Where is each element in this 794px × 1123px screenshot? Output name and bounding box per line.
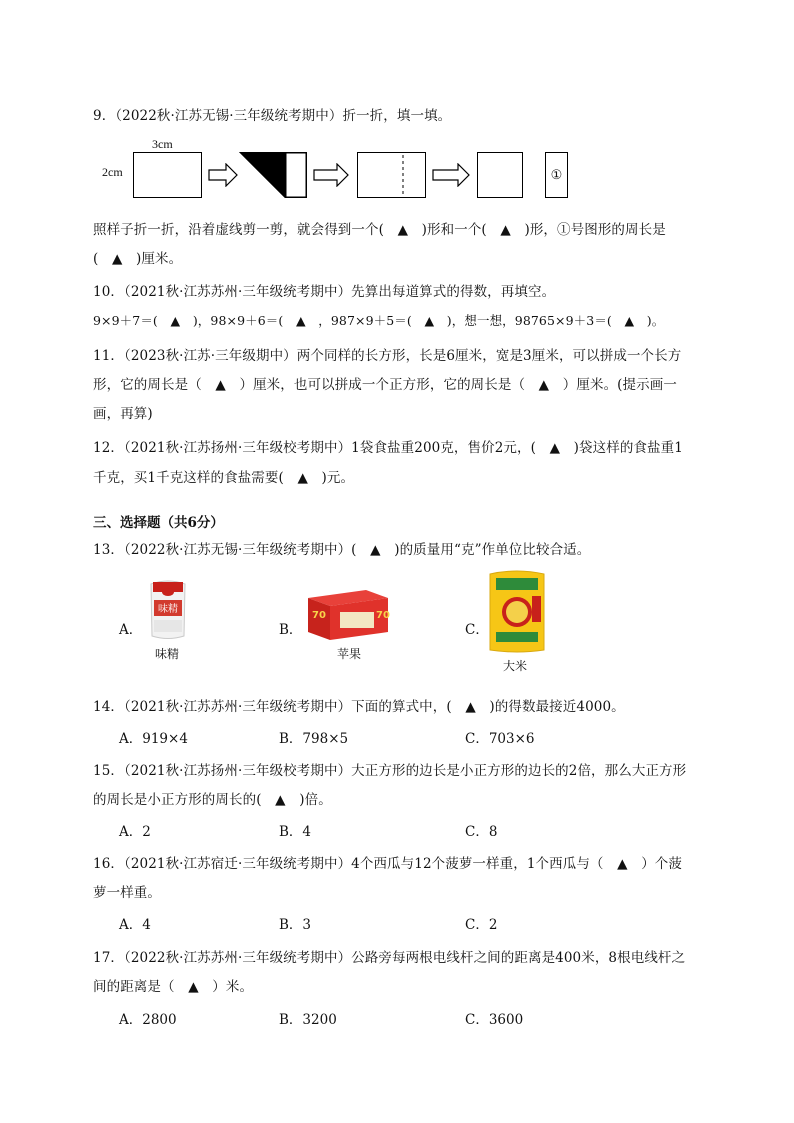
q14-stem: 14．（2021秋·江苏苏州·三年级统考期中）下面的算式中，( ▲ )的得数最接近4000。 <box>93 699 625 715</box>
q14-option-a: A．919×4 <box>119 731 188 747</box>
q17-text-line2: 间的距离是（ ▲ ）米。 <box>93 979 254 995</box>
q15-option-a: A．2 <box>119 824 151 840</box>
arrow-right-icon <box>432 163 470 187</box>
q17-option-c: C．3600 <box>465 1012 524 1028</box>
height-label: 2cm <box>102 165 123 179</box>
section-heading: 三、选择题（共6分） <box>93 515 224 531</box>
square-piece <box>477 152 523 198</box>
q9-stem: 9．（2022秋·江苏无锡·三年级统考期中）折一折，填一填。 <box>93 108 452 124</box>
original-rectangle <box>133 152 202 198</box>
q13-caption-apple: 苹果 <box>337 647 362 661</box>
q17-text-line1: 17．（2022秋·江苏苏州·三年级统考期中）公路旁每两根电线杆之间的距离是400米，8根电线杆之 <box>93 950 686 966</box>
q16-text-line2: 萝一样重。 <box>93 885 161 901</box>
arrow-right-icon <box>313 163 349 187</box>
q16-option-c: C．2 <box>465 917 498 933</box>
arrow-right-icon <box>208 163 238 187</box>
q13-option-c-letter: C． <box>465 622 489 638</box>
q13-caption-rice: 大米 <box>503 659 528 673</box>
msg-bag-image <box>147 578 189 642</box>
circle-number-label: ① <box>550 167 563 183</box>
q13-option-a-letter: A． <box>119 622 143 638</box>
q14-option-c: C．703×6 <box>465 731 535 747</box>
q15-option-c: C．8 <box>465 824 498 840</box>
q11-text-line2: 形，它的周长是（ ▲ ）厘米，也可以拼成一个正方形，它的周长是（ ▲ ）厘米。(提示画一 <box>93 377 677 393</box>
strip-piece <box>545 152 568 198</box>
apple-box-left-text: 70 <box>312 610 326 621</box>
q15-text-line1: 15．（2021秋·江苏扬州·三年级校考期中）大正方形的边长是小正方形的边长的2倍，那么大正方形 <box>93 763 687 779</box>
q16-option-a: A．4 <box>119 917 151 933</box>
q10-text-line1: 9×9＋7＝( ▲ )，98×9＋6＝( ▲ ，987×9＋5＝( ▲ )，想一想，98765×9＋3＝( ▲ )。 <box>93 313 665 328</box>
q15-option-b: B．4 <box>279 824 312 840</box>
q9-text-line2: ( ▲ )厘米。 <box>93 251 183 267</box>
q13-stem: 13．（2022秋·江苏无锡·三年级统考期中）( ▲ )的质量用“克”作单位比较合适。 <box>93 542 591 558</box>
dashed-cut-line <box>357 152 426 198</box>
q9-text-line1: 照样子折一折，沿着虚线剪一剪，就会得到一个( ▲ )形和一个( ▲ )形，①号图形的周长是 <box>93 222 666 238</box>
q11-text-line3: 画，再算) <box>93 406 153 422</box>
q10-stem: 10．（2021秋·江苏苏州·三年级统考期中）先算出每道算式的得数，再填空。 <box>93 284 556 300</box>
q16-option-b: B．3 <box>279 917 312 933</box>
apple-box-right-text: 70 <box>376 610 390 621</box>
q16-text-line1: 16．（2021秋·江苏宿迁·三年级统考期中）4个西瓜与12个菠萝一样重，1个西瓜与（ ▲ ）个菠 <box>93 856 683 872</box>
width-label: 3cm <box>152 137 173 151</box>
q15-text-line2: 的周长是小正方形的周长的( ▲ )倍。 <box>93 792 332 808</box>
q12-text-line1: 12．（2021秋·江苏扬州·三年级校考期中）1袋食盐重200克，售价2元，( ▲ )袋这样的食盐重1 <box>93 440 683 456</box>
rice-bag-image <box>486 568 548 654</box>
q11-text-line1: 11．（2023秋·江苏·三年级期中）两个同样的长方形，长是6厘米，宽是3厘米，可以拼成一个长方 <box>93 348 682 364</box>
q12-text-line2: 千克，买1千克这样的食盐需要( ▲ )元。 <box>93 470 355 486</box>
msg-bag-text: 味精 <box>158 604 178 615</box>
q13-option-b-letter: B． <box>279 622 303 638</box>
q17-option-b: B．3200 <box>279 1012 337 1028</box>
q17-option-a: A．2800 <box>119 1012 177 1028</box>
apple-box-image <box>306 584 390 642</box>
q13-caption-msg: 味精 <box>155 647 180 661</box>
folded-corner-figure <box>239 152 308 198</box>
q14-option-b: B．798×5 <box>279 731 349 747</box>
